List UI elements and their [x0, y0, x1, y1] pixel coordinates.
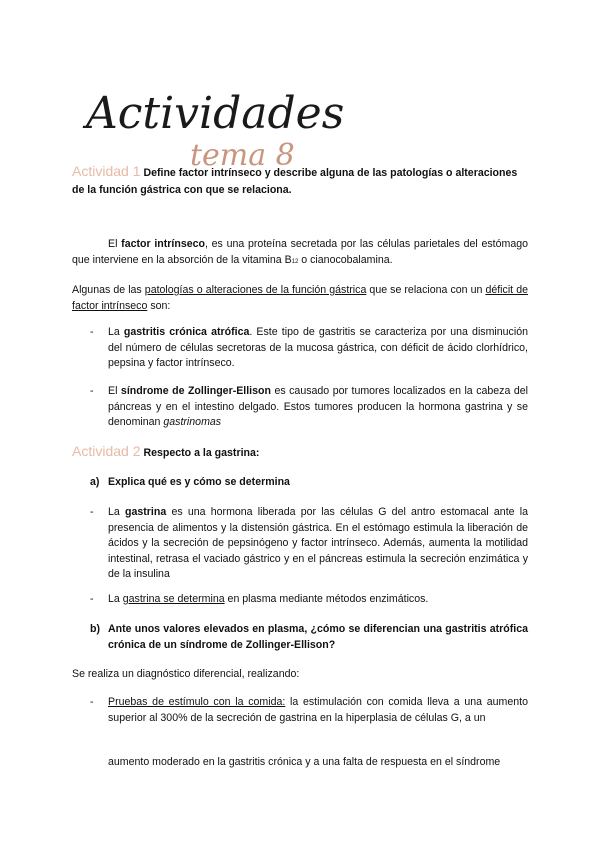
- item-term: síndrome de Zollinger-Ellison: [120, 385, 271, 397]
- diagnosis-paragraph: Se realiza un diagnóstico diferencial, realizando:: [72, 668, 300, 680]
- activity-2-label: Actividad 2: [72, 443, 141, 459]
- page-title: Actividades: [86, 88, 345, 139]
- subquestion-b: [90, 622, 528, 653]
- item-underlined: gastrina se determina: [122, 593, 225, 605]
- activity-1-question: Define factor intrínseco y describe alguna de las patologías o alteraciones de la función gástrica con que se relaciona.: [72, 167, 518, 196]
- item-underlined: Pruebas de estímulo con la comida:: [108, 696, 286, 708]
- list-item: [90, 384, 528, 431]
- activity-2-question: Respecto a la gastrina:: [143, 447, 260, 459]
- item-text: la estimulación con comida lleva a una aumento superior al 300% de la secreción de gastrina en la hiperplasia de células G, a un: [108, 696, 528, 724]
- def-sub: 12: [291, 258, 299, 265]
- def-mid: , es una proteína secretada por las células parietales del estómago que interviene en la absorción de la vitamina B: [72, 238, 529, 266]
- subquestion-b-text: Ante unos valores elevados en plasma, ¿cómo se diferencian una gastritis atrófica crónica de un síndrome de Zollinger-Ellison?: [108, 623, 528, 651]
- item-term: gastrina: [125, 506, 167, 518]
- p2-mid: que se relaciona con un: [366, 284, 486, 296]
- def-post: o cianocobalamina.: [298, 253, 393, 266]
- p2-pre: Algunas de las: [72, 284, 145, 296]
- p2-link-1: patologías o alteraciones de la función gástrica: [144, 284, 367, 296]
- continuation-text: aumento moderado en la gastritis crónica y a una falta de respuesta en el síndrome: [108, 756, 501, 768]
- pathologies-paragraph: [72, 283, 528, 314]
- definition-paragraph: [72, 237, 528, 270]
- item-pre: La: [108, 593, 123, 605]
- item-text: . Este tipo de gastritis se caracteriza por una disminución del número de células secretoras de la mucosa gástrica, con déficit de ácido clorhídrico, pepsina y factor intrínseco.: [108, 326, 528, 370]
- activity-1-label: Actividad 1: [72, 163, 141, 179]
- item-pre: La: [108, 506, 126, 518]
- list-item: [90, 505, 528, 583]
- item-post: gastrinomas: [163, 416, 222, 429]
- item-pre: La: [108, 326, 124, 338]
- list-dash: -: [90, 385, 94, 397]
- list-item: [90, 325, 528, 372]
- list-dash: -: [90, 506, 94, 518]
- item-pre: El: [108, 385, 121, 397]
- list-item: [90, 695, 528, 726]
- activity-2-heading: [72, 443, 528, 462]
- p2-link-2: déficit de factor intrínseco: [72, 284, 528, 312]
- subquestion-b-marker: b): [90, 623, 100, 635]
- def-pre: El: [108, 238, 122, 250]
- subquestion-a: [90, 475, 528, 491]
- item-text: en plasma mediante métodos enzimáticos.: [224, 593, 429, 605]
- item-text: es causado por tumores localizados en la cabeza del páncreas y en el intestino delgado. Estos tumores producen la hormona gastrina y se denominan: [108, 385, 528, 429]
- page-subtitle: tema 8: [190, 138, 295, 173]
- item-term: gastritis crónica atrófica: [123, 326, 250, 338]
- subquestion-a-text: Explica qué es y cómo se determina: [108, 476, 290, 488]
- list-dash: -: [90, 326, 94, 338]
- subquestion-a-marker: a): [90, 476, 100, 488]
- list-dash: -: [90, 696, 94, 708]
- p2-post: son:: [147, 299, 171, 312]
- list-item: [90, 592, 528, 608]
- def-term: factor intrínseco: [121, 238, 205, 250]
- activity-1-heading: [72, 163, 528, 199]
- item-text: es una hormona liberada por las células G del antro estomacal ante la presencia de alimentos y la distensión gástrica. En el estómago estimula la liberación de ácidos y la secreción de pepsinógeno y factor intrínseco. Además, aumenta la motilidad intestinal, retrasa el vaciado gástrico y en el páncreas estimula la secreción enzimática y de la insulina: [108, 506, 528, 581]
- list-dash: -: [90, 593, 94, 605]
